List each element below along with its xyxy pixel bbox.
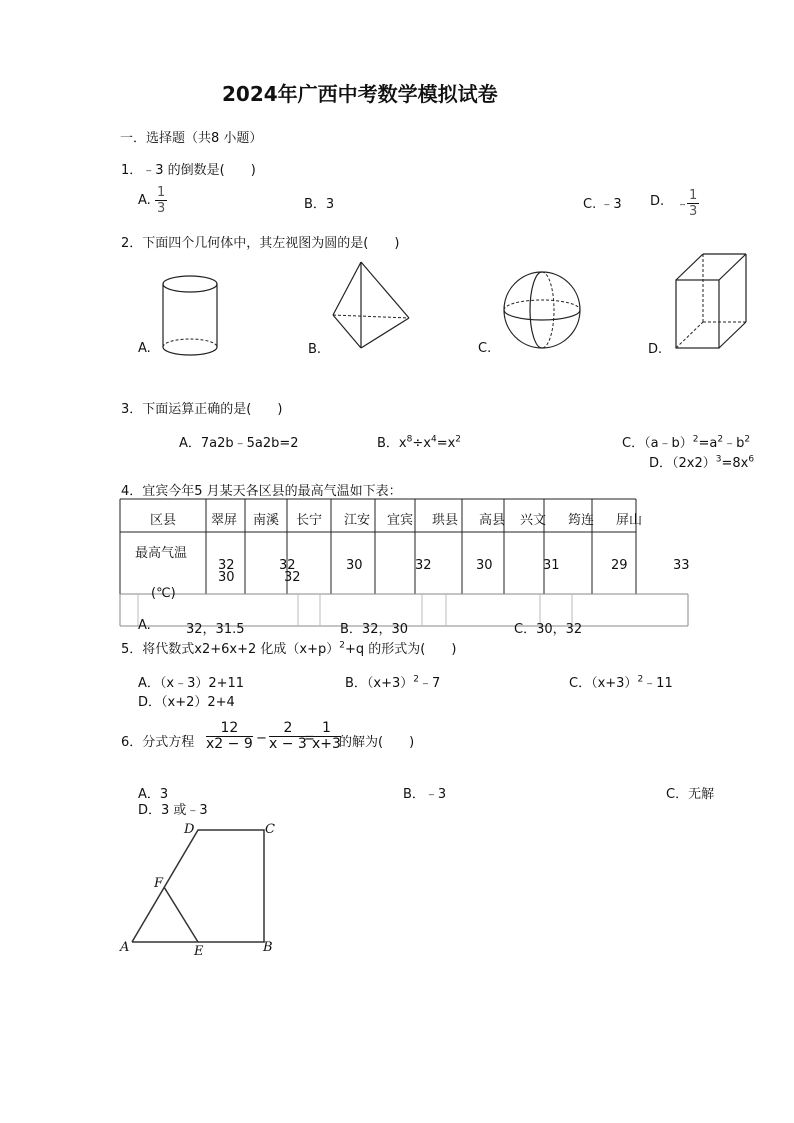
table-cell: 32	[284, 570, 301, 585]
q1-a-denominator: 3	[157, 201, 166, 216]
q6-option-c: C．无解	[666, 787, 715, 802]
q6-f2-denominator: x − 3	[269, 736, 307, 752]
q5-stem-end: +q 的形式为( )	[344, 642, 457, 657]
q5-b-end: ﹣7	[419, 676, 441, 691]
q2-option-c: C.	[478, 341, 492, 356]
point-label-a: A	[120, 940, 130, 955]
section-heading: 一．选择题（共8 小题）	[120, 131, 263, 146]
table-cell: 29	[611, 558, 628, 573]
q4-option-a-value: 32，31.5	[186, 622, 245, 637]
q1-d-denominator: 3	[689, 204, 698, 219]
q3-c-exp1: 2	[692, 434, 699, 445]
q2-option-b: B.	[308, 342, 322, 357]
q6-f3-numerator: 1	[312, 721, 341, 737]
q5-stem-exp: 2	[339, 640, 345, 651]
q1-option-a-label: A.	[138, 193, 151, 208]
q2-option-d: D.	[648, 342, 663, 357]
q6-f1-denominator: x2 − 9	[206, 736, 253, 752]
q6-option-d: D．3 或﹣3	[138, 803, 208, 818]
q5-option-c	[569, 672, 673, 691]
q6-f1-numerator: 12	[206, 721, 253, 737]
table-header: 高县	[479, 513, 506, 528]
table-header: 兴文	[520, 513, 547, 528]
table-cell: 30	[476, 558, 493, 573]
table-header: 筠连	[568, 513, 595, 528]
table-header: 宜宾	[387, 513, 414, 528]
q6-fraction-2	[269, 721, 307, 752]
q6-minus: −	[256, 731, 267, 746]
q5-c-exp: 2	[637, 674, 644, 685]
q1-option-d-sign: ﹣	[676, 197, 690, 212]
row-unit: (℃)	[151, 586, 176, 601]
q5-option-d: D．（x+2）2+4	[138, 695, 235, 710]
q3-c-exp3: 2	[744, 434, 751, 445]
q4-option-c: C．30，32	[514, 622, 583, 637]
q3-b-end: =x	[436, 436, 456, 451]
q6-equals: =	[304, 731, 315, 746]
table-header: 长宁	[296, 513, 323, 528]
q1-d-numerator: 1	[689, 188, 698, 203]
point-label-f: F	[154, 876, 164, 891]
q3-c-mid: =a	[698, 436, 718, 451]
q3-stem: 3．下面运算正确的是( )	[121, 402, 283, 417]
q5-c-pre: C．（x+3）	[569, 676, 638, 691]
q6-stem-end: 的解为( )	[339, 735, 415, 750]
table-header: 珙县	[432, 513, 459, 528]
q5-option-b	[345, 672, 440, 691]
table-cell: 33	[673, 558, 690, 573]
q3-b-exp1: 8	[406, 434, 413, 445]
q6-f3-denominator: x+3	[312, 736, 341, 752]
point-label-e: E	[194, 944, 204, 959]
table-header: 屏山	[616, 513, 643, 528]
q1-stem: 1．﹣3 的倒数是( )	[121, 163, 256, 178]
q5-b-pre: B．（x+3）	[345, 676, 414, 691]
q3-c-exp2: 2	[717, 434, 724, 445]
table-cell: 32	[218, 558, 235, 573]
q1-a-numerator: 1	[157, 185, 166, 200]
q6-option-b: B．﹣3	[403, 787, 447, 802]
table-header: 南溪	[253, 513, 280, 528]
q3-d-exp2: 6	[748, 454, 755, 465]
q4-stem: 4．宜宾今年5 月某天各区县的最高气温如下表：	[121, 484, 402, 499]
q3-d-pre: D．（2x2）	[649, 456, 716, 471]
table-cell: 32	[415, 558, 432, 573]
q5-stem	[121, 638, 456, 657]
q3-b-mid: ÷x	[412, 436, 431, 451]
trapezoid-figure	[118, 820, 288, 960]
page-title: 2024年广西中考数学模拟试卷	[222, 82, 498, 106]
q2-stem: 2．下面四个几何体中，其左视图为圆的是( )	[121, 236, 400, 251]
q3-d-mid: =8x	[721, 456, 749, 471]
q3-b-pre: B．x	[377, 436, 407, 451]
table-cell: 31	[543, 558, 560, 573]
q5-b-exp: 2	[413, 674, 420, 685]
q6-option-a: A．3	[138, 787, 169, 802]
q1-option-c: C. ﹣3	[583, 197, 622, 212]
q6-fraction-3	[312, 721, 341, 752]
q3-b-exp2: 4	[430, 434, 437, 445]
q1-option-b: B．3	[304, 197, 335, 212]
q3-d-exp1: 3	[715, 454, 722, 465]
point-label-c: C	[265, 822, 275, 837]
q6-f2-numerator: 2	[269, 721, 307, 737]
q3-c-end: ﹣b	[723, 436, 745, 451]
table-cell: 32	[279, 558, 296, 573]
q3-c-pre: C．（a﹣b）	[622, 436, 693, 451]
q5-c-end: ﹣11	[643, 676, 673, 691]
q4-option-b: B．32，30	[340, 622, 409, 637]
q4-options-row	[120, 594, 688, 637]
table-header: 江安	[344, 513, 371, 528]
table-header: 翠屏	[211, 513, 238, 528]
table-cell: 30	[346, 558, 363, 573]
table-header: 区县	[150, 513, 177, 528]
q5-stem-pre: 5．将代数式x2+6x+2 化成（x+p）	[121, 642, 340, 657]
q3-option-a: A．7a2b﹣5a2b=2	[179, 436, 299, 451]
q3-b-exp3: 2	[455, 434, 462, 445]
row-label: 最高气温	[135, 546, 188, 561]
q6-fraction-1	[206, 721, 253, 752]
q2-option-a: A.	[138, 341, 151, 356]
table-cell: 30	[218, 570, 235, 585]
q5-option-a: A．（x﹣3）2+11	[138, 676, 245, 691]
q1-option-d-label: D.	[650, 194, 665, 209]
point-label-b: B	[263, 940, 273, 955]
q6-stem-pre: 6．分式方程	[121, 735, 195, 750]
q4-option-a-label: A.	[138, 618, 151, 633]
point-label-d: D	[184, 822, 195, 837]
